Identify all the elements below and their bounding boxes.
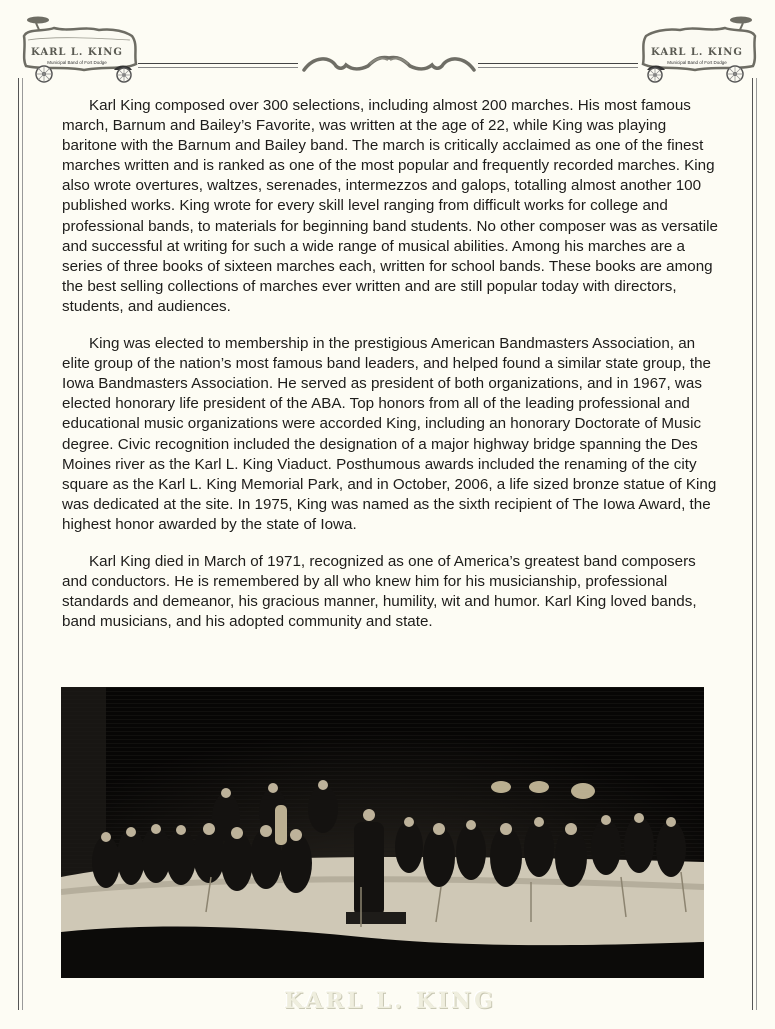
footer-wordmark: KARL L. KING [284,988,496,1014]
paragraph-honors: King was elected to membership in the prestigious American Bandmasters Association, an elite group of the nation’s most famous band leaders, and helped found a similar state group, the Iowa Bandmasters Association. He served as president of both organizations, and in 1967, was elected honorary life president of the ABA. Top honors from all of the leading professional and educational music organizations were accorded King, including an honorary Doctorate of Music degree. Civic recognition included the designation of a major highway bridge spanning the Des Moines river as the Karl L. King Viaduct. Posthumous awards included the renaming of the city square as the Karl L. King Memorial Park, and in October, 2006, a life sized bronze statue of King was dedicated at the site. In 1975, King was named as the sixth recipient of The Iowa Award, the highest honor awarded by the state of Iowa. [62,335,717,533]
header-rule-left [138,63,298,68]
logo-left-title: KARL L. KING [31,47,123,58]
header-rule-right [478,63,638,68]
page-border-right [752,78,757,1010]
page-border-left [18,78,23,1010]
paragraph-legacy: Karl King died in March of 1971, recognized as one of America’s greatest band composers and conductors. He is remembered by all who knew him for his musicianship, professional standards and demeanor, his gracious manner, humility, wit and humor. Karl King loved bands, band musicians, and his adopted community and state. [62,552,697,631]
header-flourish-ornament [300,48,478,78]
logo-right-title: KARL L. KING [651,47,743,58]
logo-left-subtitle: Municipal Band of Fort Dodge [47,60,107,65]
band-concert-photo [61,687,704,978]
logo-right-subtitle: Municipal Band of Fort Dodge [667,60,727,65]
concert-band-image [61,687,704,978]
logo-right [640,14,765,84]
paragraph-compositions: Karl King composed over 300 selections, including almost 200 marches. His most famous march, Barnum and Bailey’s Favorite, was written at the age of 22, while King was playing baritone with the Barnum and Bailey band. The march is critically acclaimed as one of the finest marches written and is ranked as one of the most popular and frequently recorded marches. King also wrote overtures, waltzes, serenades, intermezzos and galops, totalling almost another 100 published works. King wrote for every skill level ranging from difficult works for college and professional bands, to materials for beginning band students. No other composer was as versatile and successful at writing for such a wide range of musical abilities. Among his marches are a series of three books of sixteen marches each, written for school bands. These books are among the best selling collections of marches ever written and are still popular today with directors, students, and audiences. [62,97,718,315]
article-body [62,96,724,649]
logo-left [14,14,139,84]
